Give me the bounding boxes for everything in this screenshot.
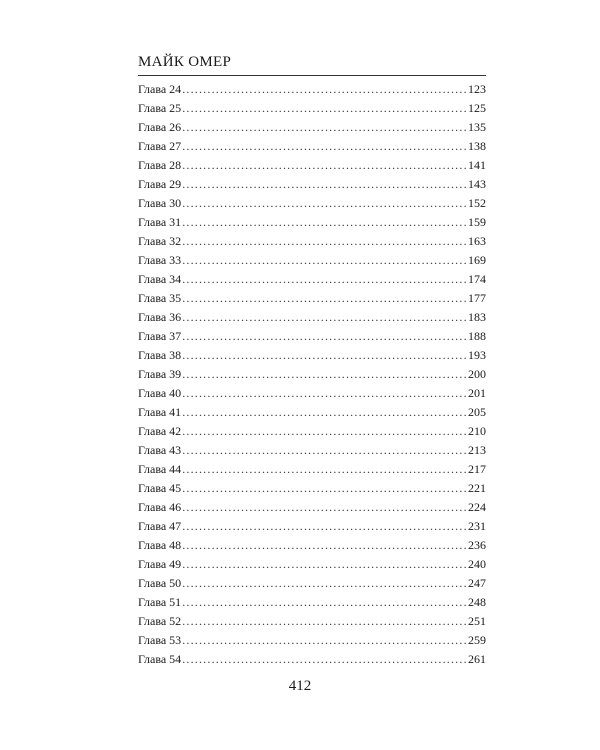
toc-entry-page: 247 [468, 576, 486, 590]
toc-dot-leader [182, 289, 467, 308]
toc-entry-page: 174 [468, 272, 486, 286]
toc-dot-leader [182, 574, 467, 593]
toc-entry [138, 498, 486, 517]
toc-entry-label: Глава 36 [138, 310, 182, 324]
toc-dot-leader [182, 498, 467, 517]
toc-entry-label: Глава 45 [138, 481, 182, 495]
toc-dot-leader [182, 232, 467, 251]
toc-entry-label: Глава 54 [138, 652, 182, 666]
toc-dot-leader [182, 555, 467, 574]
toc-entry [138, 327, 486, 346]
toc-dot-leader [182, 99, 467, 118]
toc-entry [138, 308, 486, 327]
toc-entry [138, 574, 486, 593]
toc-entry-label: Глава 29 [138, 177, 182, 191]
toc-entry [138, 612, 486, 631]
toc-entry [138, 593, 486, 612]
toc-dot-leader [182, 612, 467, 631]
toc-entry-label: Глава 28 [138, 158, 182, 172]
toc-entry-label: Глава 39 [138, 367, 182, 381]
toc-entry-page: 251 [468, 614, 486, 628]
toc-entry-page: 261 [468, 652, 486, 666]
toc-entry [138, 251, 486, 270]
toc-entry [138, 384, 486, 403]
toc-dot-leader [182, 441, 467, 460]
toc-entry-page: 159 [468, 215, 486, 229]
toc-dot-leader [182, 631, 467, 650]
toc-entry [138, 479, 486, 498]
toc-dot-leader [182, 403, 467, 422]
toc-entry-label: Глава 33 [138, 253, 182, 267]
toc-entry-label: Глава 38 [138, 348, 182, 362]
toc-entry-label: Глава 53 [138, 633, 182, 647]
toc-entry-label: Глава 40 [138, 386, 182, 400]
toc-entry-label: Глава 26 [138, 120, 182, 134]
toc-entry-label: Глава 51 [138, 595, 182, 609]
toc-entry-label: Глава 47 [138, 519, 182, 533]
toc-entry [138, 422, 486, 441]
toc-entry-page: 143 [468, 177, 486, 191]
toc-dot-leader [182, 118, 467, 137]
toc-dot-leader [182, 384, 467, 403]
toc-dot-leader [182, 536, 467, 555]
toc-dot-leader [182, 517, 467, 536]
toc-entry-page: 188 [468, 329, 486, 343]
toc-entry-label: Глава 44 [138, 462, 182, 476]
toc-dot-leader [182, 175, 467, 194]
toc-entry-page: 138 [468, 139, 486, 153]
toc-entry-page: 240 [468, 557, 486, 571]
toc-entry-page: 141 [468, 158, 486, 172]
toc-entry-page: 125 [468, 101, 486, 115]
toc-dot-leader [182, 479, 467, 498]
toc-entry-label: Глава 42 [138, 424, 182, 438]
toc-entry-label: Глава 41 [138, 405, 182, 419]
toc-dot-leader [182, 460, 467, 479]
toc-entry-label: Глава 48 [138, 538, 182, 552]
toc-dot-leader [182, 422, 467, 441]
toc-entry-label: Глава 27 [138, 139, 182, 153]
toc-entry-label: Глава 32 [138, 234, 182, 248]
toc-entry-page: 231 [468, 519, 486, 533]
toc-entry [138, 156, 486, 175]
toc-entry-page: 213 [468, 443, 486, 457]
toc-entry-label: Глава 25 [138, 101, 182, 115]
toc-entry-page: 210 [468, 424, 486, 438]
toc-entry-label: Глава 49 [138, 557, 182, 571]
toc-entry-label: Глава 31 [138, 215, 182, 229]
table-of-contents [138, 80, 486, 669]
toc-entry [138, 555, 486, 574]
toc-entry-label: Глава 30 [138, 196, 182, 210]
toc-entry-page: 123 [468, 82, 486, 96]
toc-entry-page: 177 [468, 291, 486, 305]
toc-entry-page: 248 [468, 595, 486, 609]
toc-dot-leader [182, 593, 467, 612]
toc-entry [138, 99, 486, 118]
toc-entry [138, 536, 486, 555]
toc-entry-page: 224 [468, 500, 486, 514]
toc-dot-leader [182, 327, 467, 346]
toc-entry [138, 137, 486, 156]
toc-dot-leader [182, 80, 467, 99]
running-header [138, 53, 486, 76]
toc-entry-page: 236 [468, 538, 486, 552]
toc-dot-leader [182, 346, 467, 365]
toc-entry-page: 217 [468, 462, 486, 476]
toc-dot-leader [182, 308, 467, 327]
toc-entry-page: 221 [468, 481, 486, 495]
toc-entry-label: Глава 37 [138, 329, 182, 343]
toc-entry-label: Глава 35 [138, 291, 182, 305]
toc-entry [138, 232, 486, 251]
toc-entry [138, 631, 486, 650]
toc-entry-page: 163 [468, 234, 486, 248]
toc-entry [138, 346, 486, 365]
toc-entry [138, 650, 486, 669]
toc-entry-label: Глава 24 [138, 82, 182, 96]
toc-entry-page: 193 [468, 348, 486, 362]
page-number: 412 [288, 678, 312, 694]
toc-entry-page: 259 [468, 633, 486, 647]
toc-entry [138, 365, 486, 384]
toc-entry-page: 205 [468, 405, 486, 419]
toc-entry [138, 118, 486, 137]
toc-entry [138, 80, 486, 99]
toc-entry [138, 289, 486, 308]
toc-entry-page: 135 [468, 120, 486, 134]
toc-entry-page: 201 [468, 386, 486, 400]
toc-entry-label: Глава 43 [138, 443, 182, 457]
toc-dot-leader [182, 137, 467, 156]
toc-entry [138, 403, 486, 422]
toc-entry [138, 441, 486, 460]
toc-entry [138, 213, 486, 232]
toc-dot-leader [182, 650, 467, 669]
toc-entry-page: 169 [468, 253, 486, 267]
toc-entry-page: 152 [468, 196, 486, 210]
toc-entry-label: Глава 34 [138, 272, 182, 286]
toc-entry [138, 517, 486, 536]
toc-dot-leader [182, 251, 467, 270]
toc-dot-leader [182, 194, 467, 213]
toc-entry-page: 200 [468, 367, 486, 381]
toc-entry [138, 270, 486, 289]
header-title: МАЙК ОМЕР [138, 54, 232, 70]
toc-dot-leader [182, 270, 467, 289]
toc-dot-leader [182, 156, 467, 175]
toc-entry-label: Глава 52 [138, 614, 182, 628]
toc-entry [138, 460, 486, 479]
toc-entry-page: 183 [468, 310, 486, 324]
toc-dot-leader [182, 213, 467, 232]
toc-entry-label: Глава 50 [138, 576, 182, 590]
toc-entry [138, 175, 486, 194]
toc-entry [138, 194, 486, 213]
toc-dot-leader [182, 365, 467, 384]
toc-entry-label: Глава 46 [138, 500, 182, 514]
